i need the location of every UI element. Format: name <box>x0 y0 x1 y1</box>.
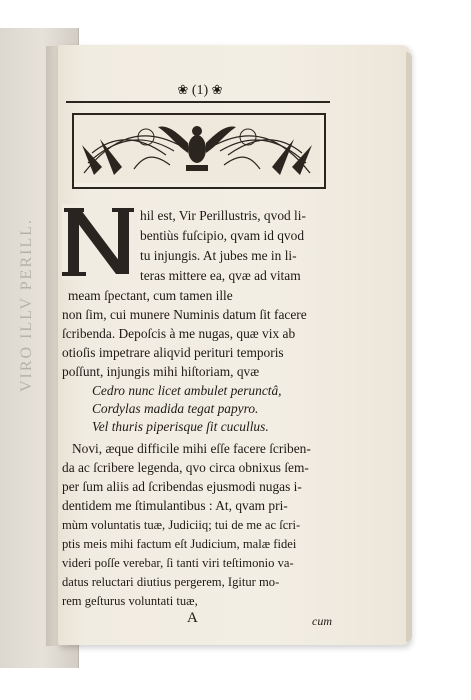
text-line: teras mittere ea, qvæ ad vitam <box>140 268 301 283</box>
verse-line: Cordylas madida tegat papyro. <box>92 401 259 416</box>
rosette-right-icon: ❀ <box>211 82 223 97</box>
text-line: meam ſpectant, cum tamen ille <box>68 288 233 303</box>
drop-cap-letter: N <box>99 254 101 255</box>
rosette-left-icon: ❀ <box>177 82 189 97</box>
text-line: datus reluctari diutius pergerem, Igitur mo- <box>62 575 280 589</box>
text-line: otioſis impetrare aliqvid perituri temporis <box>62 345 284 360</box>
verse-line: Vel thuris piperisque ſit cucullus. <box>92 419 269 434</box>
text-line: non ſim, cui munere Numinis datum ſit facere <box>62 307 307 322</box>
text-line: dentidem me ſtimulantibus : At, qvam pri- <box>62 498 288 513</box>
text-line: hil est, Vir Perillustris, qvod li- <box>140 208 306 223</box>
text-line: ſcribenda. Depoſcis à me nugas, quæ vix ab <box>62 326 296 341</box>
text-line: da ac ſcribere legenda, qvo circa obnixus ſem- <box>62 460 309 475</box>
text-line: rem geſturus voluntati tuæ, <box>62 594 198 608</box>
text-line: mùm voluntatis tuæ, Judiciiq; tui de me ac ſcri- <box>62 518 301 532</box>
text-line: Novi, æque difficile mihi eſſe facere ſcriben- <box>72 441 311 456</box>
text-line: ptis meis mihi factum eſt Judicium, malæ fidei <box>62 537 297 551</box>
text-line: per ſum aliis ad ſcribendas ejusmodi nugas i- <box>62 479 302 494</box>
text-line: bentiùs fuſcipio, qvam id qvod <box>140 228 305 243</box>
text-line: tu injungis. At jubes me in li- <box>140 248 297 263</box>
text-line: videri poſſe verebar, ſi tanti viri teſtimonio va- <box>62 556 294 570</box>
page-number: (1) <box>191 83 209 98</box>
catchword: cum <box>312 614 332 628</box>
text-line: poſſunt, injungis mihi hiſtoriam, qvæ <box>62 364 260 379</box>
verse-line: Cedro nunc licet ambulet perunctâ, <box>92 383 282 398</box>
signature-mark: A <box>187 610 198 626</box>
show-through-text: VIRO ILLV PERILL. <box>18 218 35 392</box>
